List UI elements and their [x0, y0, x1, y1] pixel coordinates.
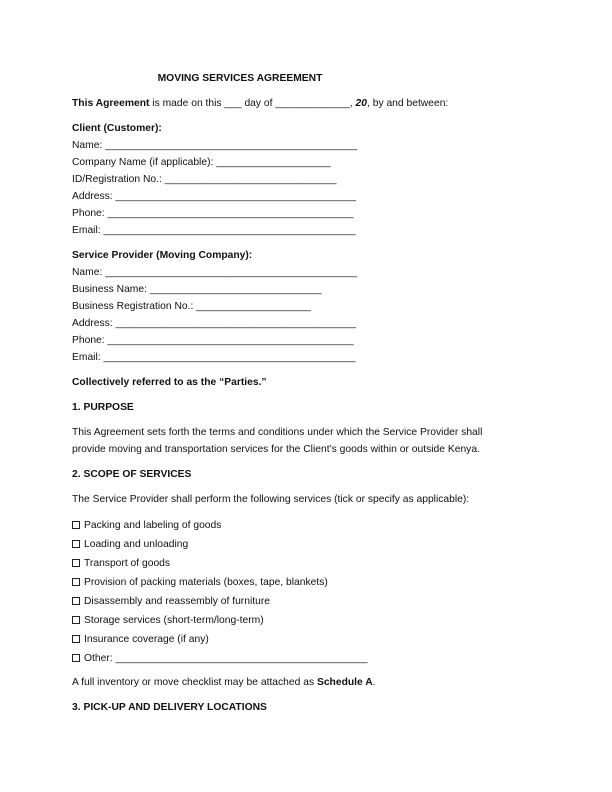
- scope-item-loading[interactable]: [72, 539, 188, 550]
- provider-phone-field[interactable]: Phone: ___________________________________________: [72, 335, 354, 346]
- schedule-a-label: Schedule A: [316, 677, 373, 688]
- client-company-field[interactable]: Company Name (if applicable): ____________________: [72, 157, 331, 168]
- document-title: MOVING SERVICES AGREEMENT: [157, 73, 323, 84]
- checkbox-icon[interactable]: [72, 616, 80, 624]
- checkbox-icon[interactable]: [72, 559, 80, 567]
- client-id-field[interactable]: ID/Registration No.: ______________________________: [72, 174, 337, 185]
- scope-item-label: Insurance coverage (if any): [84, 634, 209, 645]
- client-name-field[interactable]: Name: ____________________________________________: [72, 140, 358, 151]
- scope-item-label: Disassembly and reassembly of furniture: [84, 596, 270, 607]
- scope-item-materials[interactable]: [72, 577, 328, 588]
- parties-note: Collectively referred to as the “Parties.”: [72, 377, 267, 388]
- scope-item-insurance[interactable]: [72, 634, 209, 645]
- scope-intro: The Service Provider shall perform the following services (tick or specify as applicable):: [72, 494, 470, 505]
- checkbox-icon[interactable]: [72, 654, 80, 662]
- scope-item-label: Transport of goods: [84, 558, 171, 569]
- purpose-text-line-1: This Agreement sets forth the terms and conditions under which the Service Provider shall: [72, 427, 483, 438]
- intro-lead: This Agreement: [72, 98, 150, 109]
- checkbox-icon[interactable]: [72, 540, 80, 548]
- purpose-heading: 1. PURPOSE: [72, 402, 134, 413]
- checkbox-icon[interactable]: [72, 578, 80, 586]
- purpose-text-line-2: provide moving and transportation services for the Client’s goods within or outside Kenya.: [72, 444, 480, 455]
- client-phone-field[interactable]: Phone: ___________________________________________: [72, 208, 354, 219]
- client-heading: Client (Customer):: [72, 123, 162, 134]
- intro-line: [72, 98, 448, 109]
- inventory-note-pre: A full inventory or move checklist may be attached as: [72, 677, 317, 688]
- scope-item-label: Storage services (short-term/long-term): [84, 615, 264, 626]
- provider-heading: Service Provider (Moving Company):: [72, 250, 253, 261]
- locations-heading: 3. PICK-UP AND DELIVERY LOCATIONS: [72, 702, 267, 713]
- checkbox-icon[interactable]: [72, 635, 80, 643]
- checkbox-icon[interactable]: [72, 521, 80, 529]
- scope-heading: 2. SCOPE OF SERVICES: [72, 469, 192, 480]
- scope-item-label: Loading and unloading: [84, 539, 189, 550]
- inventory-note: [72, 677, 376, 688]
- scope-item-label: Packing and labeling of goods: [84, 520, 222, 531]
- provider-email-field[interactable]: Email: ____________________________________________: [72, 352, 356, 363]
- scope-item-label: Provision of packing materials (boxes, tape, blankets): [84, 577, 328, 588]
- provider-address-field[interactable]: Address: __________________________________________: [72, 318, 357, 329]
- provider-business-name-field[interactable]: Business Name: ______________________________: [72, 284, 322, 295]
- scope-item-transport[interactable]: [72, 558, 170, 569]
- inventory-note-post: .: [372, 677, 376, 688]
- intro-mid: is made on this ___ day of _____________,: [149, 98, 356, 109]
- scope-item-furniture[interactable]: [72, 596, 270, 607]
- scope-item-label: Other: ____________________________________________: [84, 653, 368, 664]
- provider-registration-field[interactable]: Business Registration No.: ____________________: [72, 301, 311, 312]
- scope-item-storage[interactable]: [72, 615, 264, 626]
- checkbox-icon[interactable]: [72, 597, 80, 605]
- intro-year: 20: [355, 98, 367, 109]
- scope-item-other[interactable]: [72, 653, 367, 664]
- client-email-field[interactable]: Email: ____________________________________________: [72, 225, 356, 236]
- intro-tail: , by and between:: [367, 98, 449, 109]
- scope-item-packing[interactable]: [72, 520, 221, 531]
- client-address-field[interactable]: Address: __________________________________________: [72, 191, 357, 202]
- provider-name-field[interactable]: Name: ____________________________________________: [72, 267, 358, 278]
